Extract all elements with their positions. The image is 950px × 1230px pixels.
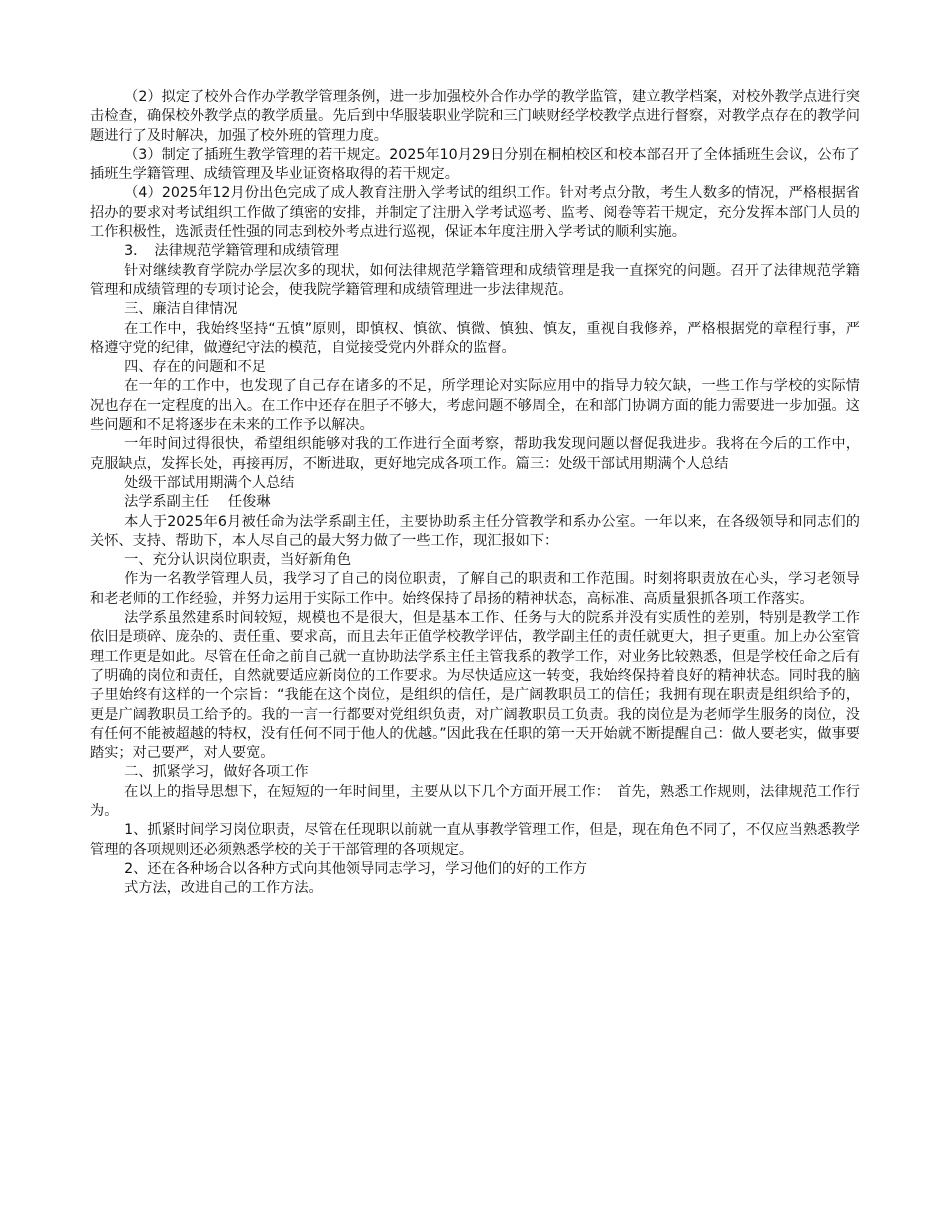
paragraph-8: 本人于2025年6月被任命为法学系副主任，主要协助系主任分管教学和系办公室。一年以来，在各级领导和同志们的关怀、支持、帮助下，本人尽自己的最大努力做了一些工作，现汇报如下： [90,513,860,549]
paragraph-2: （3）制定了插班生教学管理的若干规定。2025年10月29日分别在桐柏校区和校本部召开了全体插班生会议，公布了插班生学籍管理、成绩管理及毕业证资格取得的若干规定。 [90,146,860,183]
author-line: 法学系副主任 任俊琳 [124,494,271,511]
paragraph-12: 1、抓紧时间学习岗位职责，尽管在任现职以前就一直从事教学管理工作，但是，现在角色不同了，不仅应当熟悉教学管理的各项规则还必须熟悉学校的关于干部管理的各项规定。 [90,822,860,858]
paragraph-3: （4）2025年12月份出色完成了成人教育注册入学考试的组织工作。针对考点分散，考生人数多的情况，严格根据省招办的要求对考试组织工作做了缜密的安排，并制定了注册入学考试巡考、监考、阅卷等若干规定，充分发挥本部门人员的工作积极性，选派责任性强的同志到校外考点进行巡视，保证本年度注册入学考试的顺利实施。 [90,185,860,241]
paragraph-4: 针对继续教育学院办学层次多的现状，如何法律规范学籍管理和成绩管理是我一直探究的问题。召开了法律规范学籍管理和成绩管理的专项讨论会，使我院学籍管理和成绩管理进一步法律规范。 [90,262,860,298]
subtitle-summary: 处级干部试用期满个人总结 [124,474,295,491]
paragraph-9: 作为一名教学管理人员，我学习了自己的岗位职责，了解自己的职责和工作范围。时刻将职责放在心头，学习老领导和老老师的工作经验，并努力运用于实际工作中。始终保持了昂扬的精神状态，高标准、高质量狠抓各项工作落实。 [90,571,860,607]
section-heading-3: 3． 法律规范学籍管理和成绩管理 [124,243,339,260]
section-heading-role: 一、充分认识岗位职责，当好新角色 [124,552,352,569]
paragraph-10: 法学系虽然建系时间较短，规模也不是很大，但是基本工作、任务与大的院系并没有实质性的差别，特别是教学工作依旧是琐碎、庞杂的、责任重、要求高，而且去年正值学校教学评估，教学副主任的责任就更大，担子更重。加上办公室管理工作更是如此。尽管在任命之前自己就一直协助法学系主任主管我系的教学工作，对业务比较熟悉，但是学校任命之后有了明确的岗位和责任，自然就要适应新岗位的工作要求。为尽快适应这一转变，我始终保持着良好的精神状态。同时我的脑子里始终有这样的一个宗旨：“我能在这个岗位，是组织的信任，是广阔教职员工的信任；我拥有现在职责是组织给予的，更是广阔教职员工给予的。我的一言一行都要对党组织负责，对广阔教职员工负责。我的岗位是为老师学生服务的岗位，没有任何不能被超越的特权，没有任何不同于他人的优越。”因此我在任职的第一天开始就不断提醒自己：做人要老实，做事要踏实；对己要严，对人要宽。 [90,610,860,762]
paragraph-5: 在工作中，我始终坚持“五慎”原则，即慎权、慎欲、慎微、慎独、慎友，重视自我修养，严格根据党的章程行事，严格遵守党的纪律，做遵纪守法的模范，自觉接受党内外群众的监督。 [90,320,860,356]
section-heading-problems: 四、存在的问题和不足 [124,359,266,376]
paragraph-11: 在以上的指导思想下，在短短的一年时间里，主要从以下几个方面开展工作： 首先，熟悉工作规则，法律规范工作行为。 [90,783,860,819]
paragraph-13: 2、还在各种场合以各种方式向其他领导同志学习，学习他们的好的工作方 [124,860,588,877]
section-heading-integrity: 三、廉洁自律情况 [124,301,238,318]
paragraph-14: 式方法，改进自己的工作方法。 [124,880,323,897]
section-heading-study: 二、抓紧学习，做好各项工作 [124,764,309,781]
paragraph-1: （2）拟定了校外合作办学教学管理条例，进一步加强校外合作办学的教学监管，建立教学档案，对校外教学点进行突击检查，确保校外教学点的教学质量。先后到中华服装职业学院和三门峡财经学校教学点进行督察，对教学点存在的教学问题进行了及时解决，加强了校外班的管理力度。 [90,89,860,144]
paragraph-6: 在一年的工作中，也发现了自己存在诸多的不足，所学理论对实际应用中的指导力较欠缺，一些工作与学校的实际情况也存在一定程度的出入。在工作中还存在胆子不够大，考虑问题不够周全，在和部门协调方面的能力需要进一步加强。这些问题和不足将逐步在未来的工作予以解决。 [90,378,860,434]
paragraph-7: 一年时间过得很快，希望组织能够对我的工作进行全面考察，帮助我发现问题以督促我进步。我将在今后的工作中，克服缺点，发挥长处，再接再厉，不断进取，更好地完成各项工作。篇三：处级干部试用期满个人总结 [90,436,860,472]
